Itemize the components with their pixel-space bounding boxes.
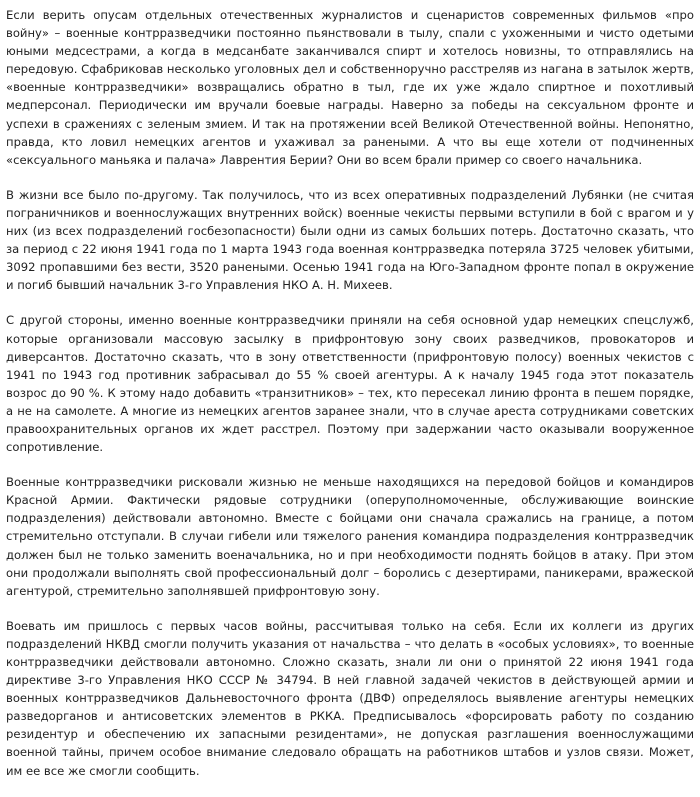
article-body <box>6 6 694 797</box>
paragraph-5: Воевать им пришлось с первых часов войны, рассчитывая только на себя. Если их коллеги из других подразделений НКВД смогли получить указания от начальства – что делать в «особых условиях», то военные контрразведчики действовали автономно. Сложно сказать, знали ли они о принятой 22 июня 1941 года директиве 3-го Управления НКО СССР № 34794. В ней главной задачей чекистов в действующей армии и военных контрразведчиков Дальневосточного фронта (ДВФ) определялось выявление агентуры немецких разведорганов и антисоветских элементов в РККА. Предписывалось «форсировать работу по созданию резидентур и обеспечению их запасными резидентами», не допуская разглашения военнослужащими военной тайны, причем особое внимание следовало обращать на работников штабов и узлов связи. Может, им ее все же смогли сообщить. <box>6 618 694 778</box>
paragraph-2: В жизни все было по-другому. Так получилось, что из всех оперативных подразделений Лубянки (не считая пограничников и военнослужащих внутренних войск) военные чекисты первыми вступили в бой с врагом и у них (из всех подразделений госбезопасности) были одни из самых больших потерь. Достаточно сказать, что за период с 22 июня 1941 года по 1 марта 1943 года военная контрразведка потеряла 3725 человек убитыми, 3092 пропавшими без вести, 3520 ранеными. Осенью 1941 года на Юго-Западном фронте попал в окружение и погиб бывший начальник 3-го Управления НКО А. Н. Михеев. <box>6 187 694 293</box>
paragraph-1: Если верить опусам отдельных отечественных журналистов и сценаристов современных фильмов «про войну» – военные контрразведчики постоянно пьянствовали в тылу, спали с ухоженными и чисто одетыми юными медсестрами, а когда в медсанбате заканчивался спирт и хотелось новизны, то отправлялись на передовую. Сфабриковав несколько уголовных дел и собственноручно расстреляв из нагана в затылок жертв, «военные контрразведчики» возвращались обратно в тыл, где их уже ждало спиртное и похотливый медперсонал. Периодически им вручали боевые награды. Наверно за победы на сексуальном фронте и успехи в сражениях с зеленым змием. И так на протяжении всей Великой Отечественной войны. Непонятно, правда, кто ловил немецких агентов и ухаживал за ранеными. А что вы еще хотели от подчиненных «сексуального маньяка и палача» Лаврентия Берии? Они во всем брали пример со своего начальника. <box>6 8 694 167</box>
paragraph-4: Военные контрразведчики рисковали жизнью не меньше находящихся на передовой бойцов и командиров Красной Армии. Фактически рядовые сотрудники (оперуполномоченные, обслуживающие воинские подразделения) действовали автономно. Вместе с бойцами они сначала сражались на границе, а потом стремительно отступали. В случаи гибели или тяжелого ранения командира подразделения контрразведчик должен был не только заменить военачальника, но и при необходимости поднять бойцов в атаку. При этом они продолжали выполнять свой профессиональный долг – боролись с дезертирами, паникерами, вражеской агентурой, стремительно заполнявшей прифронтовую зону. <box>6 475 694 598</box>
paragraph-3: С другой стороны, именно военные контрразведчики приняли на себя основной удар немецких спецслужб, которые организовали массовую засылку в прифронтовую зону своих разведчиков, провокаторов и диверсантов. Достаточно сказать, что в зону ответственности (прифронтовую полосу) военных чекистов с 1941 по 1943 год противник забрасывал до 55 % своей агентуры. А к началу 1945 года этот показатель возрос до 90 %. К этому надо добавить «транзитников» – тех, кто пересекал линию фронта в пешем порядке, а не на самолете. А многие из немецких агентов заранее знали, что в случае ареста сотрудниками советских правоохранительных органов их ждет расстрел. Поэтому при задержании часто оказывали вооруженное сопротивление. <box>6 313 694 455</box>
